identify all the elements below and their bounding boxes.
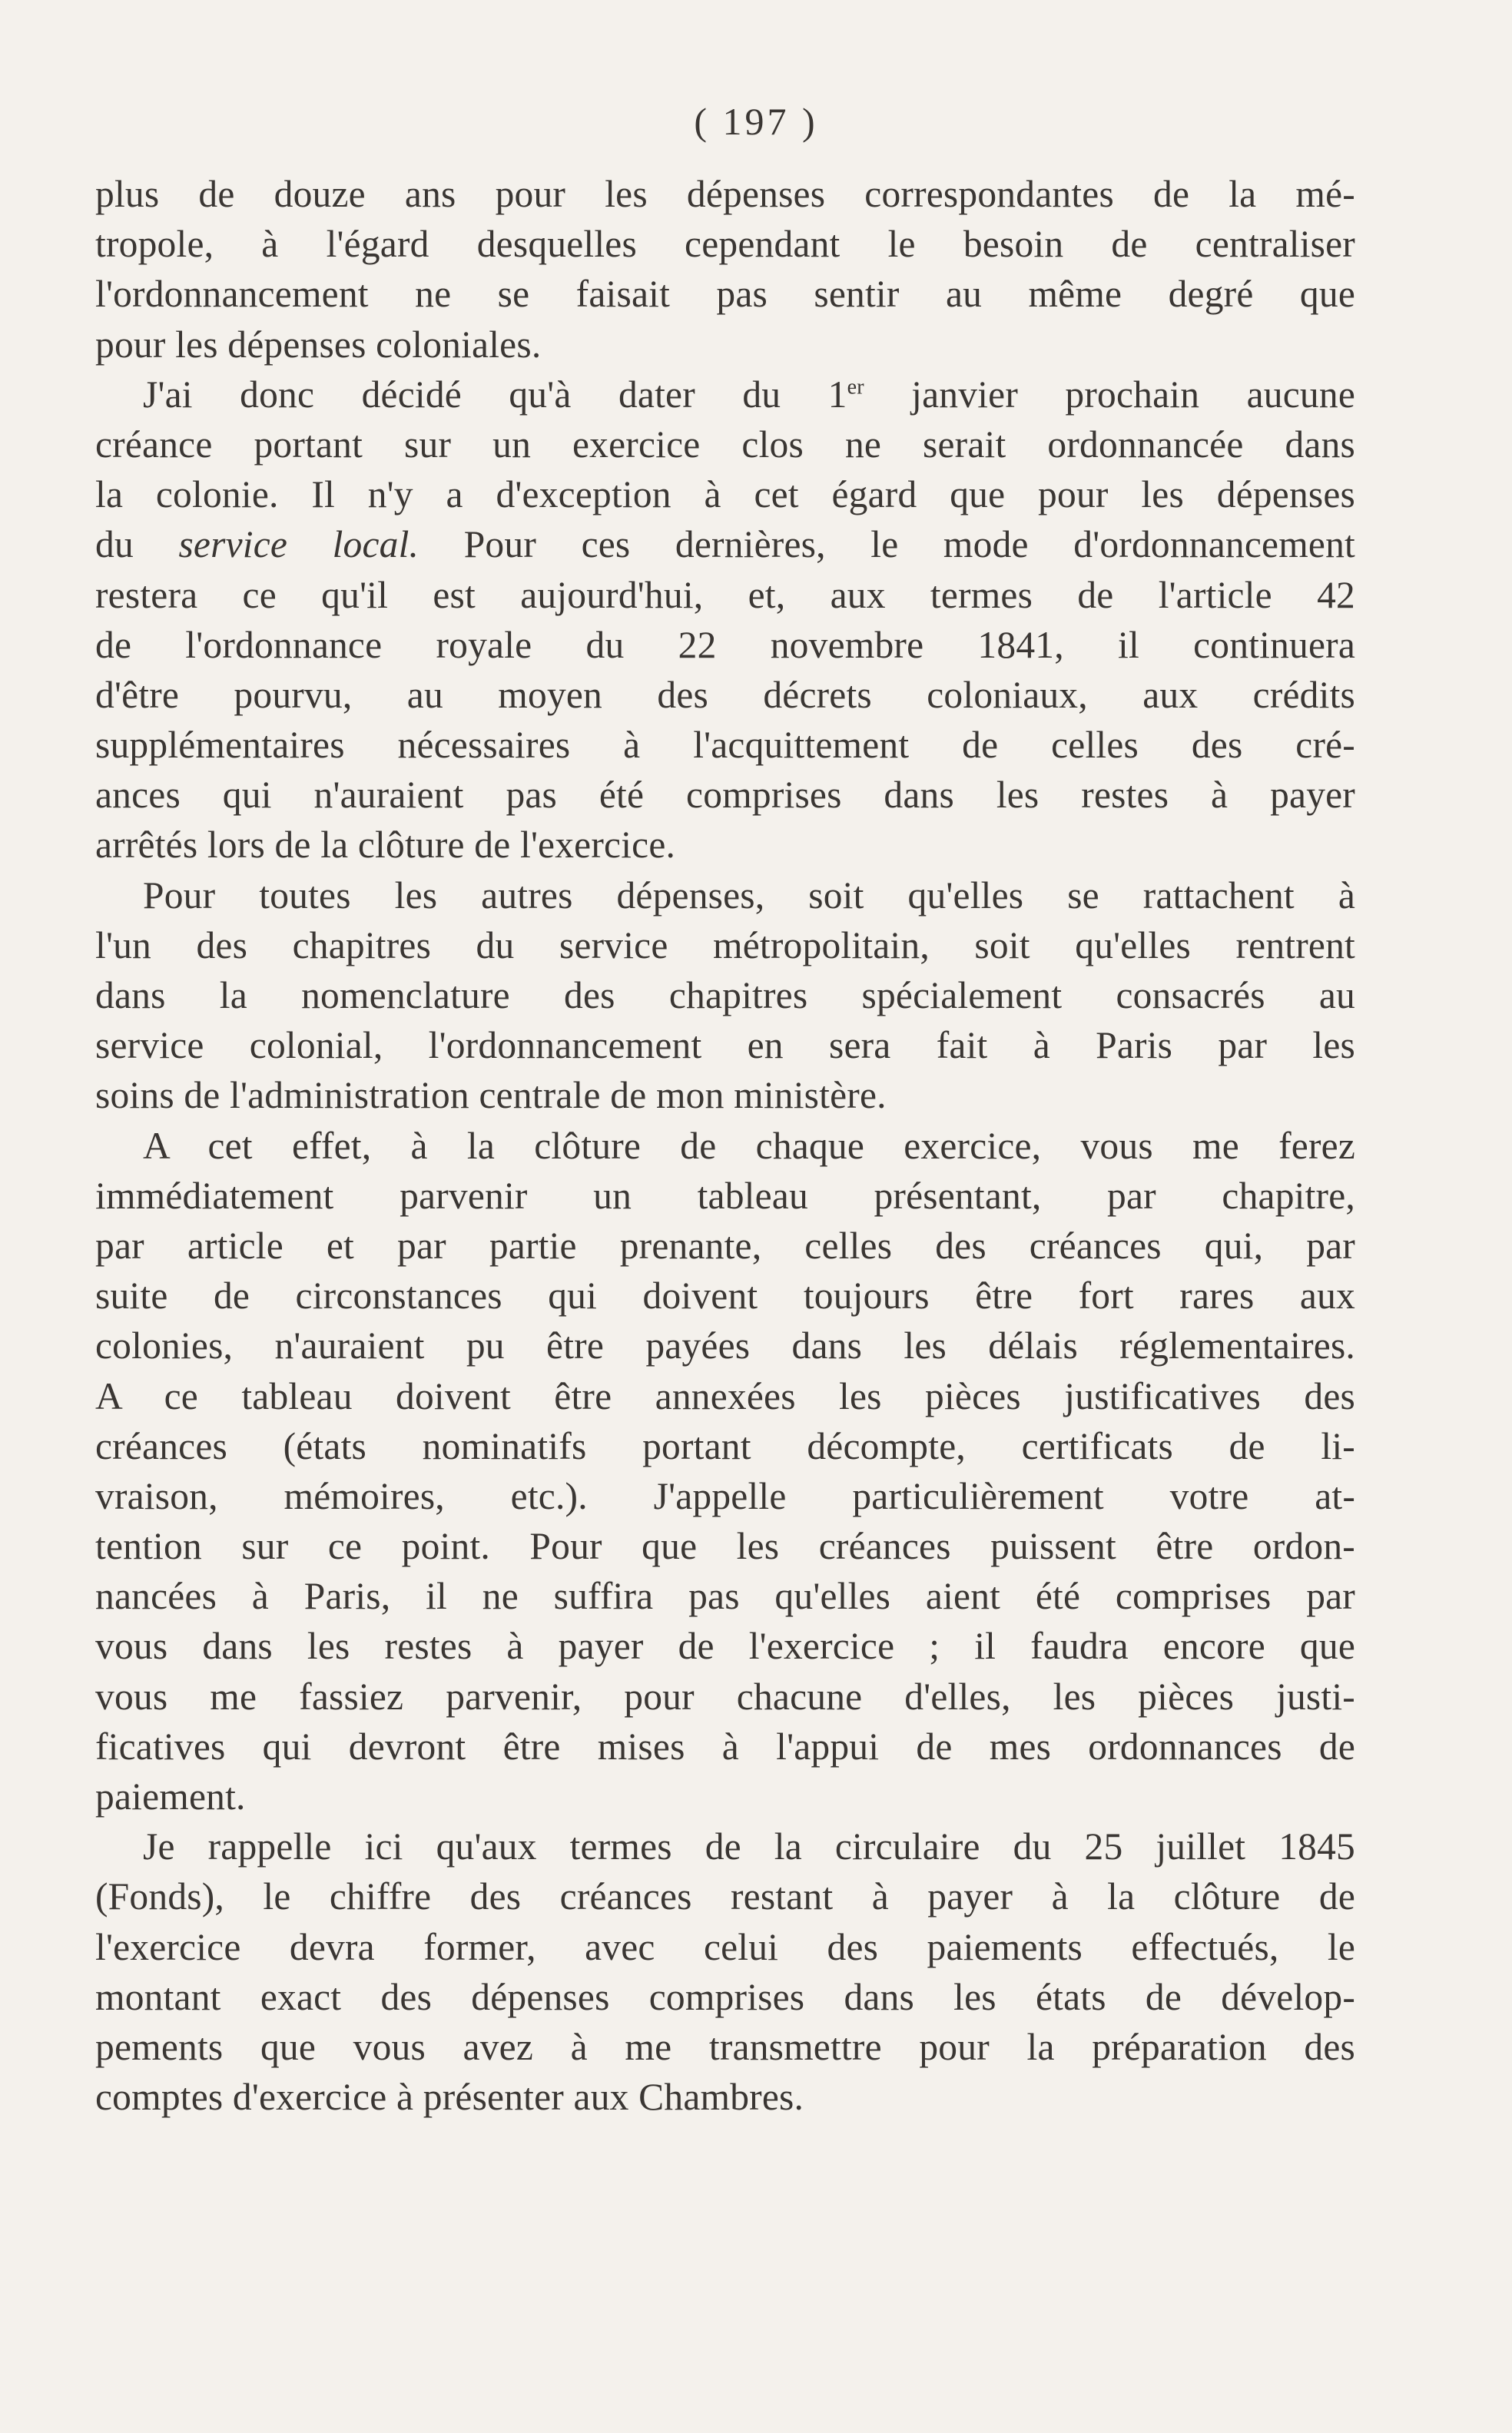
text-line: la colonie. Il n'y a d'exception à cet égard que pour les dépenses — [95, 473, 1355, 516]
text-line: A ce tableau doivent être annexées les pièces justificatives des — [95, 1374, 1355, 1417]
text-line: montant exact des dépenses comprises dans les états de dévelop- — [95, 1975, 1355, 2018]
text-line: (Fonds), le chiffre des créances restant à payer à la clôture de — [95, 1875, 1355, 1918]
text-line: l'exercice devra former, avec celui des paiements effectués, le — [95, 1925, 1355, 1968]
text-segment: janvier prochain aucune — [864, 373, 1355, 416]
superscript: er — [847, 375, 864, 399]
text-line — [95, 519, 1355, 569]
text-line: soins de l'administration centrale de mon ministère. — [95, 1074, 887, 1117]
text-segment: du — [95, 523, 179, 566]
text-line: ficatives qui devront être mises à l'appui de mes ordonnances de — [95, 1725, 1355, 1768]
text-line: supplémentaires nécessaires à l'acquittement de celles des cré- — [95, 724, 1355, 767]
text-line: restera ce qu'il est aujourd'hui, et, aux termes de l'article 42 — [95, 573, 1355, 616]
paragraph-5 — [95, 1821, 1355, 2122]
text-line: tropole, à l'égard desquelles cependant le besoin de centraliser — [95, 223, 1355, 266]
text-line: de l'ordonnance royale du 22 novembre 1841, il continuera — [95, 623, 1355, 666]
paragraph-4 — [95, 1121, 1355, 1822]
text-line: d'être pourvu, au moyen des décrets coloniaux, aux crédits — [95, 673, 1355, 716]
paragraph-1 — [95, 169, 1355, 370]
text-line: l'ordonnancement ne se faisait pas sentir au même degré que — [95, 273, 1355, 316]
text-line: plus de douze ans pour les dépenses correspondantes de la mé- — [95, 173, 1355, 215]
text-line: créance portant sur un exercice clos ne serait ordonnancée dans — [95, 423, 1355, 466]
text-line: nancées à Paris, il ne suffira pas qu'elles aient été comprises par — [95, 1575, 1355, 1618]
text-line: vraison, mémoires, etc.). J'appelle particulièrement votre at- — [95, 1474, 1355, 1517]
text-line: Pour toutes les autres dépenses, soit qu'elles se rattachent à — [143, 873, 1355, 917]
italic-text: service local. — [178, 523, 419, 566]
text-line: colonies, n'auraient pu être payées dans les délais réglementaires. — [95, 1324, 1355, 1367]
text-line: paiement. — [95, 1775, 246, 1818]
text-line: tention sur ce point. Pour que les créances puissent être ordon- — [95, 1525, 1355, 1568]
paragraph-3 — [95, 870, 1355, 1121]
text-line: pour les dépenses coloniales. — [95, 323, 542, 366]
paragraph-2 — [95, 370, 1355, 870]
text-line: par article et par partie prenante, celles des créances qui, par — [95, 1224, 1355, 1267]
text-line: dans la nomenclature des chapitres spécialement consacrés au — [95, 974, 1355, 1016]
text-line: immédiatement parvenir un tableau présentant, par chapitre, — [95, 1174, 1355, 1217]
text-line — [95, 370, 1355, 419]
text-line: A cet effet, à la clôture de chaque exercice, vous me ferez — [143, 1124, 1355, 1167]
text-line: suite de circonstances qui doivent toujours être fort rares aux — [95, 1275, 1355, 1318]
body-text — [95, 169, 1355, 2122]
text-line: l'un des chapitres du service métropolitain, soit qu'elles rentrent — [95, 923, 1355, 966]
text-line: service colonial, l'ordonnancement en sera fait à Paris par les — [95, 1024, 1355, 1067]
text-line: pements que vous avez à me transmettre pour la préparation des — [95, 2025, 1355, 2068]
text-segment: J'ai donc décidé qu'à dater du 1 — [143, 373, 847, 416]
text-line: Je rappelle ici qu'aux termes de la circulaire du 25 juillet 1845 — [143, 1825, 1355, 1868]
text-line: ances qui n'auraient pas été comprises dans les restes à payer — [95, 774, 1355, 817]
text-line: vous me fassiez parvenir, pour chacune d'elles, les pièces justi- — [95, 1675, 1355, 1718]
text-line: arrêtés lors de la clôture de l'exercice. — [95, 824, 676, 867]
text-line: comptes d'exercice à présenter aux Chambres. — [95, 2076, 804, 2119]
text-segment: Pour ces dernières, le mode d'ordonnancement — [419, 523, 1355, 566]
text-line: créances (états nominatifs portant décompte, certificats de li- — [95, 1424, 1355, 1467]
page-number: ( 197 ) — [694, 100, 818, 143]
text-line: vous dans les restes à payer de l'exercice ; il faudra encore que — [95, 1625, 1355, 1668]
